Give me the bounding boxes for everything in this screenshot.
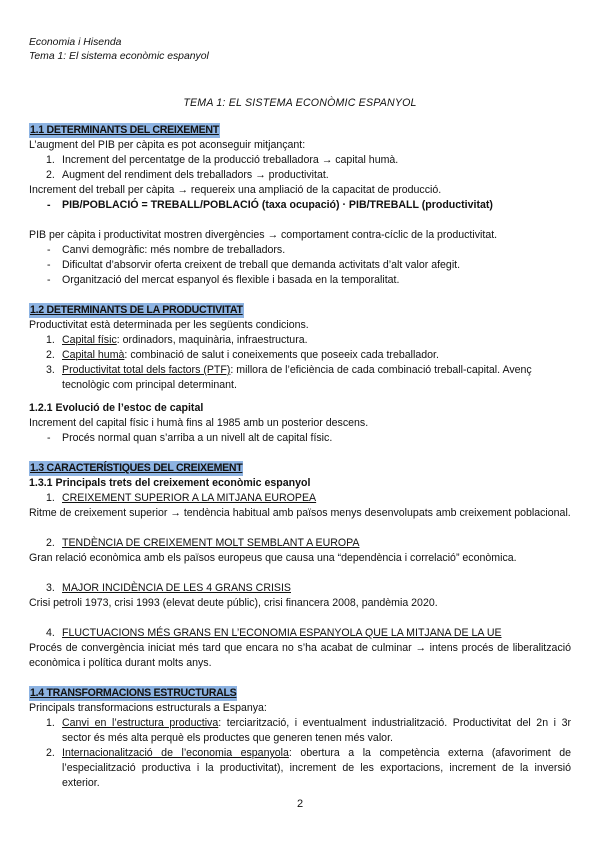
list-item: - Organització del mercat espanyol és flexible i basada en la temporalitat.: [29, 273, 571, 288]
list-item: 2. Capital humà: combinació de salut i coneixements que poseeix cada treballador.: [46, 349, 439, 361]
paragraph: Increment del treball per càpita → requereix una ampliació de la capacitat de producció.: [29, 184, 442, 196]
numbered-list: [29, 626, 571, 641]
section-1-2: [29, 303, 571, 446]
section-1-1: [29, 123, 571, 288]
paragraph: Crisi petroli 1973, crisi 1993 (elevat deute públic), crisi financera 2008, pandèmia 2020.: [29, 597, 438, 609]
list-item: - Canvi demogràfic: més nombre de treballadors.: [29, 243, 571, 258]
formula: - PIB/POBLACIÓ = TREBALL/POBLACIÓ (taxa ocupació) · PIB/TREBALL (productivitat): [29, 198, 571, 213]
paragraph: PIB per càpita i productivitat mostren divergències → comportament contra-cíclic de la productivitat.: [29, 229, 498, 241]
dash-list: [29, 198, 571, 213]
numbered-list: [29, 581, 571, 596]
paragraph: Gran relació econòmica amb els països europeus que causa una “dependència i correlació” econòmica.: [29, 552, 517, 564]
dash-list: [29, 243, 571, 288]
page-number: 2: [296, 798, 304, 810]
section-1-3: [29, 461, 571, 671]
list-item: 2. Internacionalització de l’economia espanyola: obertura a la competència externa (afavoriment de l’especialització productiva i la productivitat), increment de les exportacions, increment de la inversió exterior.: [46, 747, 571, 789]
paragraph: Ritme de creixement superior → tendència habitual amb països menys desenvolupats amb creixement poblacional.: [29, 507, 571, 519]
list-item: 1. Increment del percentatge de la producció treballadora → capital humà.: [46, 154, 399, 166]
list-item: 4. FLUCTUACIONS MÉS GRANS EN L’ECONOMIA ESPANYOLA QUE LA MITJANA DE LA UE: [46, 627, 502, 639]
section-heading: 1.2 DETERMINANTS DE LA PRODUCTIVITAT: [30, 304, 243, 316]
dash-list: [29, 431, 571, 446]
page-header: [29, 36, 209, 64]
section-1-4: [29, 686, 571, 791]
numbered-list: [29, 333, 571, 393]
subsection-heading: 1.2.1 Evolució de l’estoc de capital: [29, 402, 204, 414]
numbered-list: [29, 536, 571, 551]
paragraph: L’augment del PIB per càpita es pot aconseguir mitjançant:: [29, 139, 306, 151]
paragraph: Productivitat està determinada per les següents condicions.: [29, 319, 309, 331]
subsection-heading: 1.3.1 Principals trets del creixement econòmic espanyol: [29, 477, 311, 489]
list-item: 1. Canvi en l’estructura productiva: terciarització, i eventualment industrialització. Productivitat del 2n i 3r sector és més alta perquè els productes que generen tenen més valor.: [46, 717, 571, 744]
list-item: 1. CREIXEMENT SUPERIOR A LA MITJANA EUROPEA: [46, 492, 317, 504]
header-topic: Tema 1: El sistema econòmic espanyol: [29, 51, 209, 62]
list-item: 3. Productivitat total dels factors (PTF): millora de l’eficiència de cada combinació treball-capital. Avenç tecnològic com principal determinant.: [46, 364, 532, 391]
list-item: 2. Augment del rendiment dels treballadors → productivitat.: [46, 169, 329, 181]
list-item: 1. Capital físic: ordinadors, maquinària, infraestructura.: [46, 334, 308, 346]
list-item: - Dificultat d’absorvir oferta creixent de treball que demanda activitats d’alt valor afegit.: [29, 258, 571, 273]
list-item: 2. TENDÈNCIA DE CREIXEMENT MOLT SEMBLANT A EUROPA: [46, 537, 360, 549]
numbered-list: [29, 491, 571, 506]
paragraph: Principals transformacions estructurals a Espanya:: [29, 702, 267, 714]
paragraph: Procés de convergència iniciat més tard que encara no s’ha acabat de culminar → intens procés de liberalització econòmica i política durant molts anys.: [29, 642, 571, 669]
header-course: Economia i Hisenda: [29, 37, 122, 48]
document-title: TEMA 1: EL SISTEMA ECONÒMIC ESPANYOL: [183, 97, 417, 109]
list-item: - Procés normal quan s’arriba a un nivell alt de capital físic.: [29, 431, 571, 446]
numbered-list: [29, 716, 571, 791]
paragraph: Increment del capital físic i humà fins al 1985 amb un posterior descens.: [29, 417, 369, 429]
section-heading: 1.1 DETERMINANTS DEL CREIXEMENT: [30, 124, 219, 136]
document-body: [29, 123, 571, 791]
section-heading: 1.4 TRANSFORMACIONS ESTRUCTURALS: [30, 687, 237, 699]
numbered-list: [29, 153, 571, 183]
section-heading: 1.3 CARACTERÍSTIQUES DEL CREIXEMENT: [30, 462, 243, 474]
list-item: 3. MAJOR INCIDÈNCIA DE LES 4 GRANS CRISIS: [46, 582, 291, 594]
